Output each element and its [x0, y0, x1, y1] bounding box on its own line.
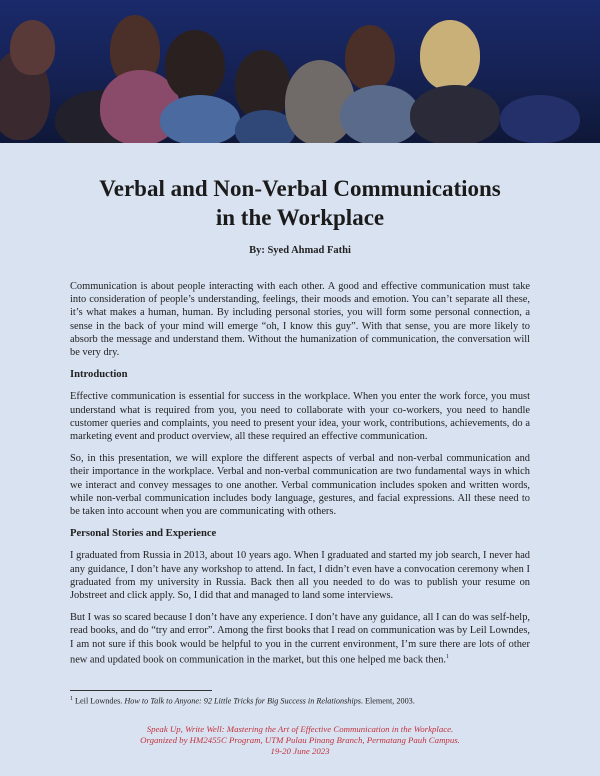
paragraph-text: But I was so scared because I don’t have any experience. I don’t have any guidance, all I can do was self-help, read books, and do “try and error”. Among the first books that I read on communication was by Leil Lowndes, I am not sure if this book would be helpful to you in the current environment, I’m sure there are lots of other new and updated book on communication in the market, but this one helped me back then.	[70, 612, 530, 666]
event-footer	[0, 724, 600, 757]
footnote-book-title: How to Talk to Anyone: 92 Little Tricks for Big Success in Relationships	[124, 696, 361, 706]
header-photo-audience	[0, 0, 600, 143]
paragraph: So, in this presentation, we will explore the different aspects of verbal and non-verbal communication and their importance in the workplace. Verbal and non-verbal communication are two fundamental ways in which we interact and convey messages to one another. Verbal communication includes spoken and written words, while non-verbal communication includes body language, gestures, and facial expressions. All these need to be taken into account when you are communicating with others.	[70, 453, 530, 518]
paragraph-with-footnote	[70, 611, 530, 666]
footnote-marker: 1	[70, 696, 73, 702]
intro-paragraph: Communication is about people interacting with each other. A good and effective communication must take into consideration of people’s understanding, feelings, their moods and emotion. You can’t separate all these, it’s what makes a human, human. By including personal stories, you will form some personal connection, a sense in the back of your mind will emerge “oh, I know this guy”. With that sense, you are more likely to absorb the message and understand them. Without the humanization of communication, the conversation will be very dry.	[70, 281, 530, 359]
event-organizer: Organized by HM2455C Program, UTM Pulau Pinang Branch, Permatang Pauh Campus.	[140, 735, 460, 745]
document-body	[70, 280, 530, 676]
footnote-author: Leil Lowndes.	[75, 696, 123, 706]
paragraph: Effective communication is essential for success in the workplace. When you enter the work force, you must understand what is required from you, you need to collaborate with your co-workers, you need to handle customer queries and complaints, you need to present your idea, your work, contributions, achievements, do a marketing event and product overview, all these required an effective communication.	[70, 391, 530, 443]
title-line-1: Verbal and Non-Verbal Communications	[99, 176, 501, 201]
title-line-2: in the Workplace	[215, 205, 385, 230]
author-byline: By: Syed Ahmad Fathi	[249, 245, 351, 256]
paragraph: I graduated from Russia in 2013, about 10 years ago. When I graduated and started my job search, I never had any guidance, I don’t have any workshop to attend. In fact, I didn’t even have a convocation ceremony when I graduated from my university in Russia. Back then all you needed to do was to publish your resume on Jobstreet and click apply. So, I did that and managed to land some interviews.	[70, 550, 530, 602]
document-title	[40, 174, 560, 232]
footnote-reference[interactable]: 1	[446, 653, 449, 660]
footnote-publisher: . Element, 2003.	[360, 696, 415, 706]
footnote	[70, 696, 415, 706]
section-heading-personal-stories: Personal Stories and Experience	[70, 528, 217, 540]
event-title: Speak Up, Write Well: Mastering the Art of Effective Communication in the Workplace.	[146, 724, 454, 734]
event-date: 19-20 June 2023	[270, 746, 330, 756]
footnote-divider	[70, 690, 212, 691]
section-heading-introduction: Introduction	[70, 369, 128, 381]
